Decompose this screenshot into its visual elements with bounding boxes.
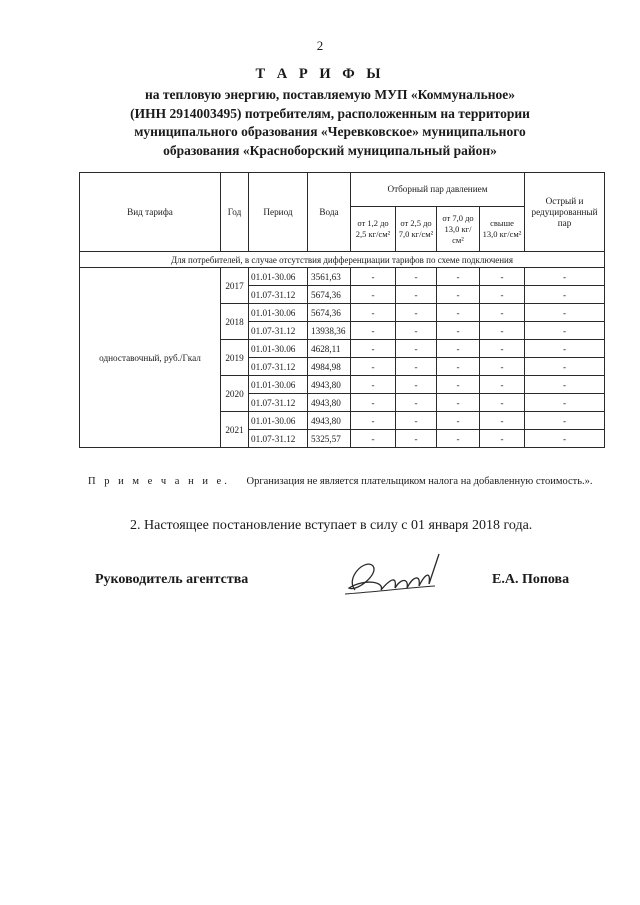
empty-value-cell: -: [351, 412, 396, 430]
water-value-cell: 4943,80: [308, 394, 351, 412]
empty-value-cell: -: [437, 376, 480, 394]
document-title: Т А Р И Ф Ы: [255, 66, 385, 82]
empty-value-cell: -: [351, 376, 396, 394]
water-value-cell: 5674,36: [308, 304, 351, 322]
empty-value-cell: -: [351, 322, 396, 340]
document-subtitle: [70, 86, 590, 160]
consumer-group-label: Для потребителей, в случае отсутствия дифференциации тарифов по схеме подключения: [80, 252, 605, 268]
empty-value-cell: -: [437, 358, 480, 376]
empty-value-cell: -: [437, 340, 480, 358]
empty-value-cell: -: [525, 322, 605, 340]
subtitle-line: на тепловую энергию, поставляемую МУП «Коммунальное»: [145, 87, 515, 102]
period-cell: 01.01-30.06: [249, 340, 308, 358]
period-cell: 01.01-30.06: [249, 376, 308, 394]
empty-value-cell: -: [480, 322, 525, 340]
header-pressure-1: от 1,2 до 2,5 кг/см²: [351, 207, 396, 252]
empty-value-cell: -: [437, 304, 480, 322]
empty-value-cell: -: [437, 268, 480, 286]
empty-value-cell: -: [396, 430, 437, 448]
empty-value-cell: -: [525, 430, 605, 448]
empty-value-cell: -: [480, 376, 525, 394]
tariff-table: [79, 172, 605, 448]
period-cell: 01.07-31.12: [249, 358, 308, 376]
period-cell: 01.07-31.12: [249, 286, 308, 304]
empty-value-cell: -: [351, 268, 396, 286]
page-number: 2: [316, 38, 324, 53]
period-cell: 01.01-30.06: [249, 304, 308, 322]
empty-value-cell: -: [525, 358, 605, 376]
signatory-position: Руководитель агентства: [95, 572, 249, 587]
water-value-cell: 4984,98: [308, 358, 351, 376]
empty-value-cell: -: [480, 394, 525, 412]
empty-value-cell: -: [437, 412, 480, 430]
empty-value-cell: -: [525, 376, 605, 394]
signatory-name: Е.А. Попова: [492, 572, 570, 587]
note-text: Организация не является плательщиком налога на добавленную стоимость.».: [246, 476, 593, 487]
table-row: [80, 268, 605, 286]
year-cell: 2017: [221, 268, 249, 304]
year-cell: 2018: [221, 304, 249, 340]
empty-value-cell: -: [480, 340, 525, 358]
empty-value-cell: -: [525, 340, 605, 358]
header-tariff-type: Вид тарифа: [80, 173, 221, 252]
empty-value-cell: -: [525, 412, 605, 430]
empty-value-cell: -: [480, 430, 525, 448]
signature-image: [335, 548, 465, 608]
header-pressure-2: от 2,5 до 7,0 кг/см²: [396, 207, 437, 252]
header-water: Вода: [308, 173, 351, 252]
period-cell: 01.01-30.06: [249, 412, 308, 430]
note-label: П р и м е ч а н и е.: [88, 476, 230, 487]
water-value-cell: 4943,80: [308, 412, 351, 430]
empty-value-cell: -: [351, 286, 396, 304]
empty-value-cell: -: [437, 394, 480, 412]
water-value-cell: 5325,57: [308, 430, 351, 448]
water-value-cell: 3561,63: [308, 268, 351, 286]
year-cell: 2021: [221, 412, 249, 448]
empty-value-cell: -: [351, 358, 396, 376]
water-value-cell: 5674,36: [308, 286, 351, 304]
empty-value-cell: -: [396, 322, 437, 340]
empty-value-cell: -: [396, 376, 437, 394]
empty-value-cell: -: [351, 430, 396, 448]
empty-value-cell: -: [351, 394, 396, 412]
decree-text: 2. Настоящее постановление вступает в силу с 01 января 2018 года.: [130, 518, 533, 533]
empty-value-cell: -: [351, 304, 396, 322]
subtitle-line: (ИНН 2914003495) потребителям, расположенным на территории: [130, 105, 530, 121]
header-year: Год: [221, 173, 249, 252]
period-cell: 01.01-30.06: [249, 268, 308, 286]
empty-value-cell: -: [480, 412, 525, 430]
water-value-cell: 4628,11: [308, 340, 351, 358]
header-steam: Отборный пар давлением: [351, 173, 525, 207]
empty-value-cell: -: [396, 340, 437, 358]
period-cell: 01.07-31.12: [249, 322, 308, 340]
empty-value-cell: -: [480, 304, 525, 322]
year-cell: 2019: [221, 340, 249, 376]
empty-value-cell: -: [480, 268, 525, 286]
water-value-cell: 13938,36: [308, 322, 351, 340]
note: [88, 476, 593, 487]
period-cell: 01.07-31.12: [249, 430, 308, 448]
empty-value-cell: -: [396, 412, 437, 430]
header-period: Период: [249, 173, 308, 252]
empty-value-cell: -: [480, 358, 525, 376]
empty-value-cell: -: [525, 286, 605, 304]
water-value-cell: 4943,80: [308, 376, 351, 394]
empty-value-cell: -: [351, 340, 396, 358]
header-sharp-steam: Острый и редуцированный пар: [525, 173, 605, 252]
subtitle-line: образования «Красноборский муниципальный район»: [163, 142, 497, 158]
empty-value-cell: -: [396, 268, 437, 286]
year-cell: 2020: [221, 376, 249, 412]
subtitle-line: муниципального образования «Черевковское» муниципального: [134, 124, 526, 139]
empty-value-cell: -: [525, 304, 605, 322]
empty-value-cell: -: [525, 268, 605, 286]
empty-value-cell: -: [396, 304, 437, 322]
empty-value-cell: -: [396, 394, 437, 412]
header-pressure-4: свыше 13,0 кг/см²: [480, 207, 525, 252]
empty-value-cell: -: [480, 286, 525, 304]
header-pressure-3: от 7,0 до 13,0 кг/см²: [437, 207, 480, 252]
empty-value-cell: -: [437, 322, 480, 340]
empty-value-cell: -: [437, 286, 480, 304]
empty-value-cell: -: [525, 394, 605, 412]
empty-value-cell: -: [437, 430, 480, 448]
empty-value-cell: -: [396, 286, 437, 304]
period-cell: 01.07-31.12: [249, 394, 308, 412]
tariff-type-cell: одноставочный, руб./Гкал: [80, 268, 221, 448]
empty-value-cell: -: [396, 358, 437, 376]
